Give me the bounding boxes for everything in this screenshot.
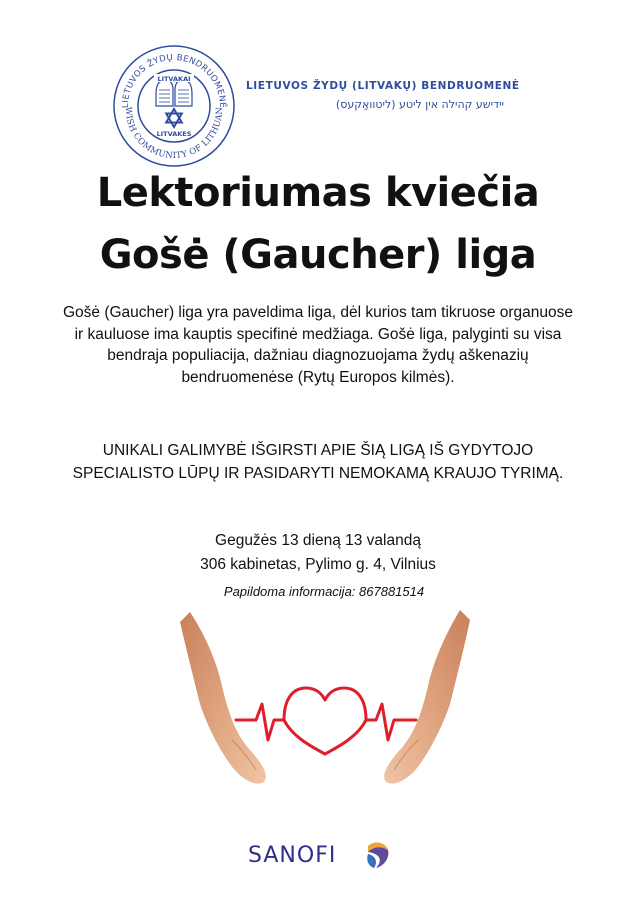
description-paragraph: Gošė (Gaucher) liga yra paveldima liga, dėl kurios tam tikruose organuose ir kauluose ima kauptis specifinė medžiaga. Gošė liga, palyginti su visa bendraja populiacija, dažniau diagnozuojama žydų aškenazių bendruomenėse (Rytų Europos kilmės). (62, 304, 574, 386)
community-logo (112, 44, 236, 168)
right-hand-icon (384, 610, 470, 784)
left-hand-icon (180, 612, 266, 784)
page-title-line-1: Lektoriumas kviečia (96, 170, 540, 216)
organization-name: LIETUVOS ŽYDŲ (LITVAKŲ) BENDRUOMENĖ (246, 80, 520, 92)
page-title-line-2: Gošė (Gaucher) liga (99, 232, 537, 278)
event-place: 306 kabinetas, Pylimo g. 4, Vilnius (200, 556, 436, 573)
logo-banner-top: LITVAKAI (157, 75, 191, 83)
logo-ring-text-top: LIETUVOS ŽYDŲ BENDRUOMENĖ (120, 52, 228, 109)
logo-ring-text-bottom: WISH COMMUNITY OF LITHUAN (122, 106, 226, 162)
hands-heart-illustration (180, 600, 470, 790)
sponsor-name: SANOFI (248, 843, 337, 868)
heartbeat-heart-icon (236, 688, 416, 740)
contact-info: Papildoma informacija: 867881514 (223, 584, 425, 599)
star-of-david-icon (166, 109, 182, 127)
event-date: Gegužės 13 dieną 13 valandą (215, 532, 421, 549)
logo-banner-bottom: LITVAKES (156, 130, 192, 138)
sanofi-logo (248, 838, 398, 874)
announcement-paragraph: UNIKALI GALIMYBĖ IŠGIRSTI APIE ŠIĄ LIGĄ IŠ GYDYTOJO SPECIALISTO LŪPŲ IR PASIDARYTI NEMOKAMĄ KRAUJO TYRIMĄ. (72, 442, 564, 482)
sanofi-swirl-icon (364, 840, 390, 870)
organization-name-yiddish: יידישע קהילה אין ליטע (ליטוואַקעס) (335, 98, 504, 111)
